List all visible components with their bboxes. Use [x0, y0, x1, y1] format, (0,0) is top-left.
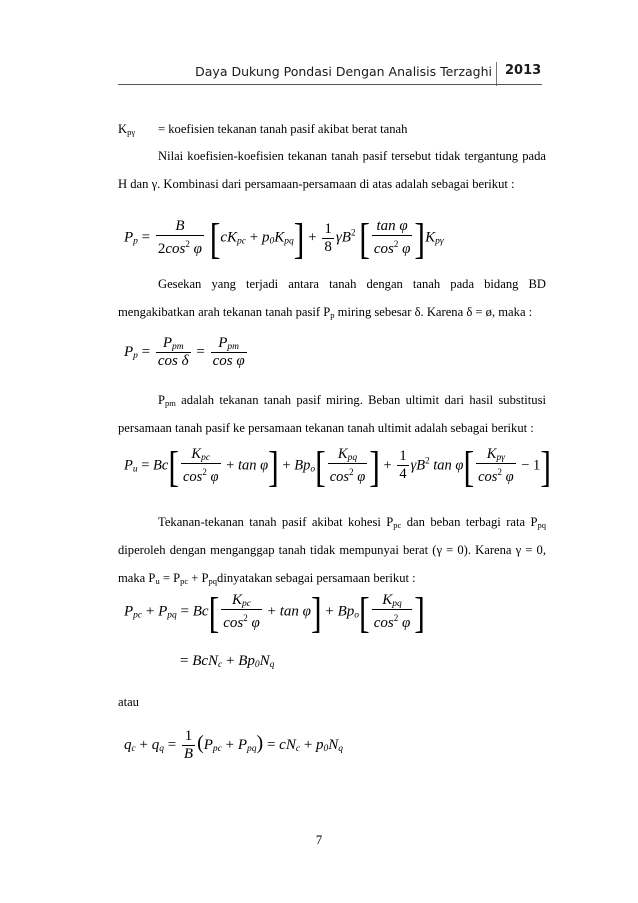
equation-qc-qq: $q_c + q_q$ = $\frac{1}{B}$ $(P_{pc} + P_{pq}) = cN_c + p_0N_q$ [124, 728, 344, 762]
paragraph-4: Tekanan-tekanan tanah pasif akibat kohesi $P_{pc}$ dan beban terbagi rata $P_{pq}$ diperoleh dengan menganggap tanah tidak mempunyai berat (γ = 0). Karena γ = 0, maka $P_u = P_{pc}$ + $P_{pq}dinyatakan$ sebagai persamaan berikut : [118, 515, 546, 586]
paragraph-1: Nilai koefisien-koefisien tekanan tanah pasif tersebut tidak tergantung pada H dan γ. Kombinasi dari persamaan-persamaan di atas adalah sebagai berikut : [118, 149, 546, 191]
kpy-symbol: $K_{p\gamma}$ [118, 122, 136, 137]
equation-pp-full: $P_p$ = $\frac{B}{2\cos^2 \varphi}$ $[cK_{pc} + p_0K_{pq}]$ + $\frac{1}{8}$ $\gamma B^2$ [ $\frac{\text{tan φ}}{\cos^2 \varphi}$ ]$K_{p\gamma}$ [124, 213, 444, 263]
paragraph-3: $P_{pm}$ adalah tekanan tanah pasif miring. Beban ultimit dari hasil substitusi persamaan tanah pasif ke persamaan tekanan tanah ultimit adalah sebagai berikut : [118, 393, 546, 435]
page-number: 7 [315, 833, 323, 847]
header-rule [118, 84, 542, 85]
header-title: Daya Dukung Pondasi Dengan Analisis Terzaghi [195, 64, 492, 79]
equation-pp-cos-delta: $P_p$ = $\frac{P_{pm}}{\text{cos δ}}$ = $\frac{P_{pm}}{\text{cos φ}}$ [124, 335, 245, 369]
atau-text: atau [118, 695, 139, 709]
header-year: 2013 [505, 63, 542, 78]
equation-ppc-ppq: $P_{pc} + P_{pq} = Bc$[ $\frac{K_{pc}}{\cos^2 \varphi}$ + $\tan \varphi] + Bp_o$[ $\frac{K_{pq}}{\cos^2 \varphi}$ ] [124, 587, 425, 637]
header-divider [496, 62, 497, 86]
equation-bcnc: = $BcN_c + Bp_0N_q$ [180, 653, 275, 670]
page-header [0, 62, 638, 84]
paragraph-2: Gesekan yang terjadi antara tanah dengan tanah pada bidang BD mengakibatkan arah tekanan tanah pasif $P_p$ miring sebesar δ. Karena δ = ø, maka : [118, 277, 546, 320]
equation-pu: $P_u = Bc$[ $\frac{K_{pc}}{\cos^2 \varphi}$ + $\tan \varphi] + Bp_o$[ $\frac{K_{pq}}{\cos^2 \varphi}$ ] + $\frac{1}{4}$ $\gamma B^2$ tan φ[ $\frac{K_{p\gamma}}{\cos^2 \varphi}$ − 1] [124, 441, 551, 491]
kpy-definition-text: = koefisien tekanan tanah pasif akibat berat tanah [158, 122, 408, 136]
